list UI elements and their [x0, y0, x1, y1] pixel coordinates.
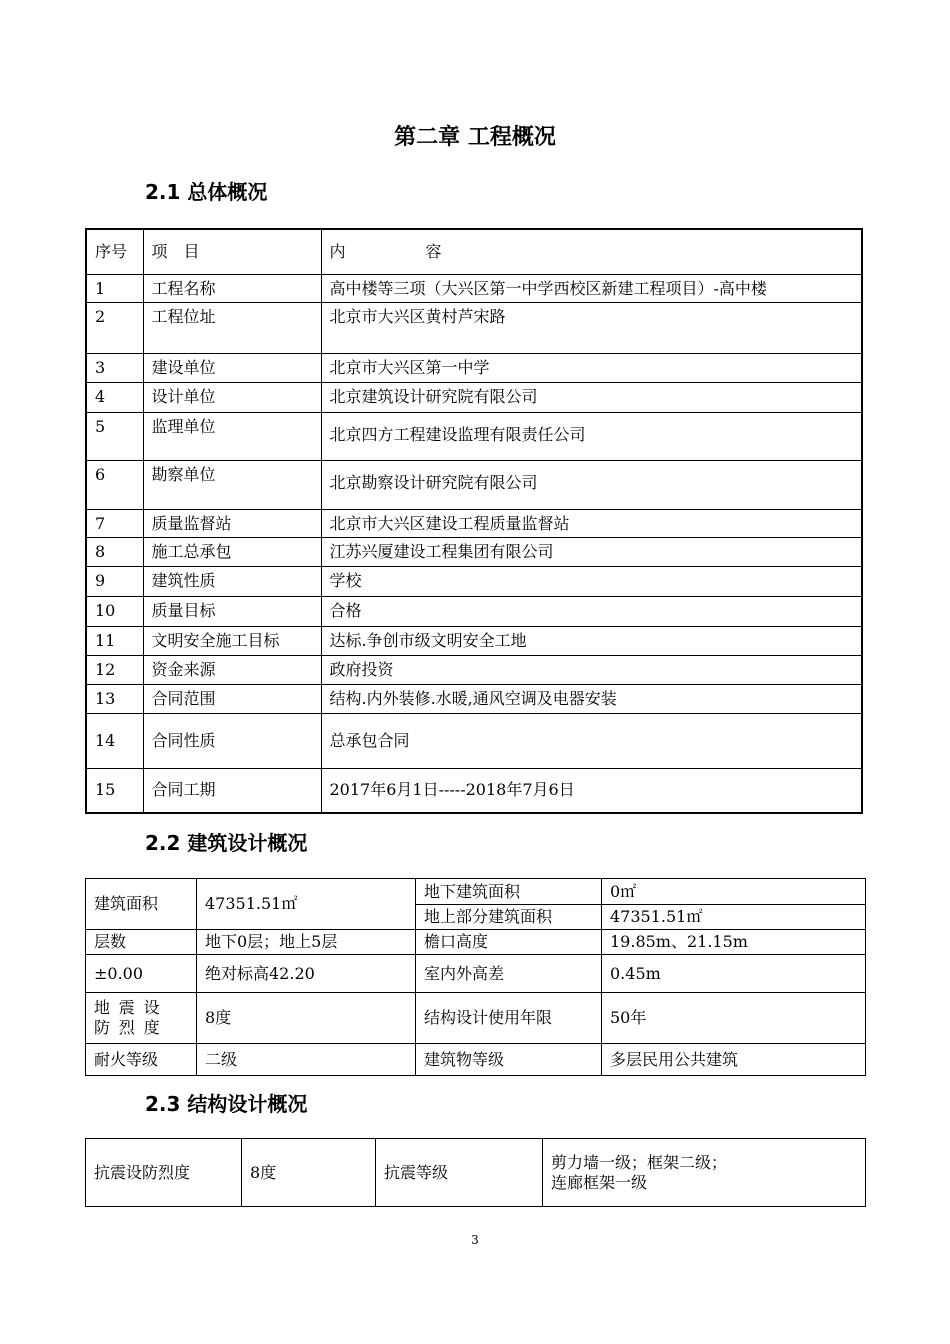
- row-content: 高中楼等三项（大兴区第一中学西校区新建工程项目）-高中楼: [321, 274, 862, 302]
- building-class-value: 多层民用公共建筑: [602, 1044, 866, 1076]
- section-title-architecture: 2.2 建筑设计概况: [145, 831, 308, 855]
- row-content: 北京建筑设计研究院有限公司: [321, 382, 862, 412]
- row-content: 达标.争创市级文明安全工地: [321, 626, 862, 655]
- zero-level-value: 绝对标高42.20: [197, 955, 416, 993]
- section-title-overview: 2.1 总体概况: [145, 180, 268, 204]
- row-item: 文明安全施工目标: [143, 626, 321, 655]
- row-no: 8: [86, 537, 143, 566]
- seismic-intensity-label: 地震设防烈度: [86, 993, 197, 1044]
- zero-level-label: ±0.00: [86, 955, 197, 993]
- row-no: 5: [86, 412, 143, 460]
- header-item: 项 目: [143, 229, 321, 274]
- row-content: 北京市大兴区第一中学: [321, 353, 862, 382]
- seismic-grade-line-2: 连廊框架一级: [551, 1172, 648, 1192]
- row-item: 质量目标: [143, 596, 321, 626]
- underground-area-value: 0㎡: [602, 879, 866, 905]
- height-diff-value: 0.45m: [602, 955, 866, 993]
- row-item: 合同范围: [143, 684, 321, 713]
- overview-table: [85, 228, 863, 814]
- row-content: 学校: [321, 566, 862, 596]
- floors-label: 层数: [86, 930, 197, 955]
- row-item: 工程名称: [143, 274, 321, 302]
- header-no: 序号: [86, 229, 143, 274]
- chapter-title: 第二章 工程概况: [394, 125, 556, 150]
- architecture-table: [85, 878, 866, 1076]
- row-no: 9: [86, 566, 143, 596]
- row-content: 政府投资: [321, 655, 862, 684]
- seismic-fortification-label: 抗震设防烈度: [86, 1139, 242, 1207]
- row-item: 合同工期: [143, 768, 321, 813]
- table-row: [86, 596, 862, 626]
- header-content: 内 容: [321, 229, 862, 274]
- row-item: 监理单位: [143, 412, 321, 460]
- building-class-label: 建筑物等级: [416, 1044, 602, 1076]
- design-life-label: 结构设计使用年限: [416, 993, 602, 1044]
- table-row: [86, 537, 862, 566]
- row-item: 设计单位: [143, 382, 321, 412]
- row-item: 合同性质: [143, 713, 321, 768]
- height-diff-label: 室内外高差: [416, 955, 602, 993]
- table-row: [86, 768, 862, 813]
- eave-height-value: 19.85m、21.15m: [602, 930, 866, 955]
- row-no: 10: [86, 596, 143, 626]
- above-area-label: 地上部分建筑面积: [416, 905, 602, 930]
- seismic-intensity-value: 8度: [197, 993, 416, 1044]
- row-item: 建设单位: [143, 353, 321, 382]
- table-row: [86, 509, 862, 537]
- row-no: 14: [86, 713, 143, 768]
- row-no: 12: [86, 655, 143, 684]
- underground-area-label: 地下建筑面积: [416, 879, 602, 905]
- row-no: 13: [86, 684, 143, 713]
- table-row: [86, 412, 862, 460]
- row-no: 15: [86, 768, 143, 813]
- seismic-grade-line-1: 剪力墙一级；框架二级；: [551, 1152, 728, 1172]
- row-no: 6: [86, 460, 143, 509]
- row-item: 工程位址: [143, 302, 321, 353]
- table-row: [86, 274, 862, 302]
- table-row: [86, 684, 862, 713]
- row-item: 资金来源: [143, 655, 321, 684]
- table-row: [86, 460, 862, 509]
- table-row: [86, 382, 862, 412]
- row-content: 总承包合同: [321, 713, 862, 768]
- row-no: 4: [86, 382, 143, 412]
- row-content: 北京市大兴区黄村芦宋路: [321, 302, 862, 353]
- table-row: [86, 566, 862, 596]
- table-row: [86, 353, 862, 382]
- floors-value: 地下0层；地上5层: [197, 930, 416, 955]
- table-row: [86, 626, 862, 655]
- row-item: 质量监督站: [143, 509, 321, 537]
- table-row: [86, 655, 862, 684]
- row-item: 施工总承包: [143, 537, 321, 566]
- row-no: 3: [86, 353, 143, 382]
- fire-rating-value: 二级: [197, 1044, 416, 1076]
- structure-table: [85, 1138, 866, 1207]
- fire-rating-label: 耐火等级: [86, 1044, 197, 1076]
- row-item: 勘察单位: [143, 460, 321, 509]
- row-content: 北京市大兴区建设工程质量监督站: [321, 509, 862, 537]
- table-row: [86, 302, 862, 353]
- section-title-structure: 2.3 结构设计概况: [145, 1092, 308, 1116]
- area-label: 建筑面积: [86, 879, 197, 930]
- row-no: 11: [86, 626, 143, 655]
- page-number: 3: [471, 1233, 479, 1247]
- row-content: 结构.内外装修.水暖,通风空调及电器安装: [321, 684, 862, 713]
- eave-height-label: 檐口高度: [416, 930, 602, 955]
- row-item: 建筑性质: [143, 566, 321, 596]
- row-no: 2: [86, 302, 143, 353]
- row-no: 1: [86, 274, 143, 302]
- row-no: 7: [86, 509, 143, 537]
- row-content: 北京勘察设计研究院有限公司: [321, 460, 862, 509]
- table-row: [86, 713, 862, 768]
- area-value: 47351.51㎡: [197, 879, 416, 930]
- seismic-grade-label: 抗震等级: [376, 1139, 543, 1207]
- seismic-grade-value: [543, 1139, 866, 1207]
- row-content: 北京四方工程建设监理有限责任公司: [321, 412, 862, 460]
- design-life-value: 50年: [602, 993, 866, 1044]
- row-content: 合格: [321, 596, 862, 626]
- row-content: 江苏兴厦建设工程集团有限公司: [321, 537, 862, 566]
- above-area-value: 47351.51㎡: [602, 905, 866, 930]
- seismic-fortification-value: 8度: [242, 1139, 376, 1207]
- row-content: 2017年6月1日-----2018年7月6日: [321, 768, 862, 813]
